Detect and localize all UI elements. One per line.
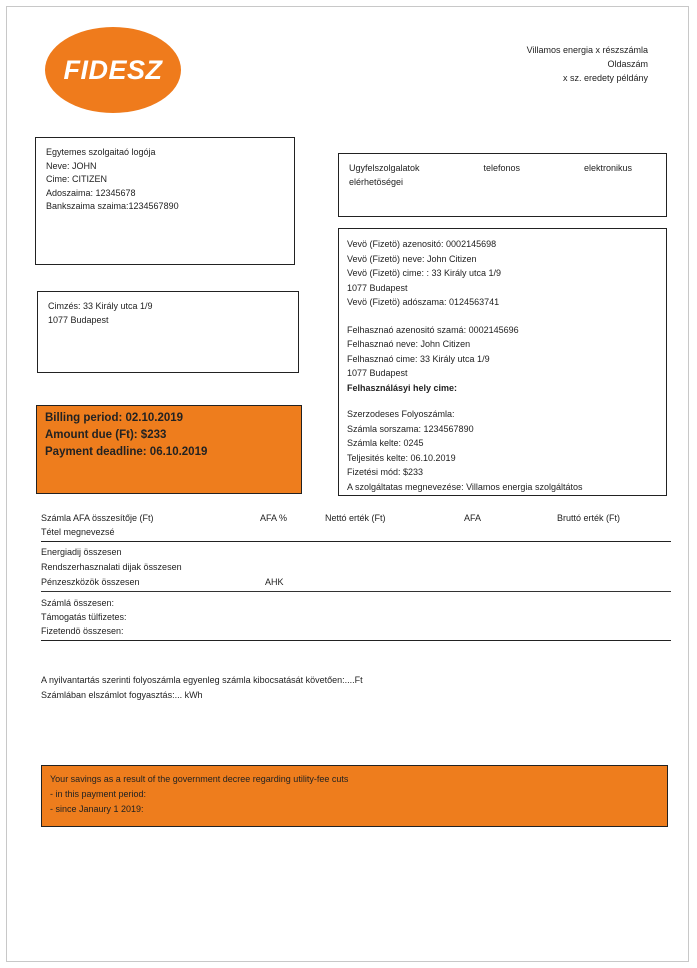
user-place-label: Felhasználásyi hely cime: [347, 382, 458, 393]
contact-word: elektronikus [583, 163, 632, 173]
supplier-line: Cime: CITIZEN [46, 174, 108, 184]
col-header: Bruttó erték (Ft) [557, 513, 621, 523]
contact-line: elérhetöségei [349, 176, 404, 187]
charge-row: Rendszerhasznalati dijak összesen [41, 562, 182, 572]
invoice-page [6, 6, 689, 962]
buyer-box [338, 228, 667, 496]
charge-row: Energiadij összesen [41, 547, 122, 557]
savings-box [41, 765, 668, 827]
supplier-line: Adoszaima: 12345678 [46, 187, 136, 198]
contract-line: Fizetési mód: $233 [347, 467, 424, 477]
user-line: Felhasznaó azenositó szamá: 0002145696 [347, 324, 519, 335]
buyer-line: Vevö (Fizetö) adószama: 0124563741 [347, 297, 500, 307]
note-line: Számlában elszámlot fogyasztás:... kWh [41, 690, 203, 700]
supplier-line: Neve: JOHN [46, 160, 97, 171]
ahk-label: AHK [265, 577, 284, 587]
supplier-box [35, 137, 295, 265]
address-line: 1077 Budapest [48, 314, 109, 325]
user-line: Felhasznaó cime: 33 Király utca 1/9 [347, 353, 490, 364]
amount-due: Amount due (Ft): $233 [45, 429, 167, 441]
buyer-line: 1077 Budapest [347, 282, 408, 293]
logo-text: FIDESZ [63, 54, 163, 85]
contact-row [349, 162, 656, 176]
contract-line: Szerzodeses Folyoszámla: [347, 409, 455, 419]
savings-line: - in this payment period: [50, 789, 147, 799]
address-box [37, 291, 299, 373]
user-line: 1077 Budapest [347, 368, 408, 378]
col-header: AFA % [260, 513, 288, 523]
supplier-line: Bankszaima szaima:1234567890 [46, 201, 179, 211]
contact-box [338, 153, 667, 217]
table-divider [41, 640, 671, 641]
header-line: Villamos energia x részszámla [526, 45, 648, 55]
buyer-line: Vevö (Fizetö) azenositó: 0002145698 [347, 239, 497, 249]
col-header: Nettó erték (Ft) [325, 513, 386, 523]
note-line: A nyilvantartás szerinti folyoszámla egyenleg számla kibocsatását követően:....Ft [41, 675, 363, 685]
contract-line: Számla kelte: 0245 [347, 438, 424, 448]
total-row: Számlá összesen: [41, 598, 115, 608]
contract-line: A szolgáltatas megnevezése: Villamos energia szolgáltátos [347, 481, 583, 492]
user-line: Felhasznaó neve: John Citizen [347, 339, 471, 349]
savings-line: - since Janaury 1 2019: [50, 804, 144, 814]
invoice-header [527, 43, 648, 85]
item-name-header: Tétel megnevezsé [41, 527, 115, 537]
table-divider [41, 591, 671, 592]
total-row: Fizetendö összesen: [41, 626, 124, 636]
contact-word: Ugyfelszolgalatok [349, 163, 420, 173]
billing-period: Billing period: 02.10.2019 [45, 412, 184, 424]
contract-line: Teljesités kelte: 06.10.2019 [347, 452, 456, 463]
supplier-line: Egytemes szolgaitaó logója [46, 147, 156, 157]
address-line: Cimzés: 33 Király utca 1/9 [48, 301, 153, 311]
fidesz-logo [45, 27, 181, 113]
buyer-line: Vevö (Fizetö) cime: : 33 Király utca 1/9 [347, 268, 502, 278]
payment-deadline: Payment deadline: 06.10.2019 [45, 446, 208, 458]
contact-word: telefonos [483, 163, 521, 173]
savings-line: Your savings as a result of the government decree regarding utility-fee cuts [50, 774, 349, 784]
charge-row: Pénzeszközök összesen [41, 577, 140, 587]
header-line: x sz. eredety példány [562, 73, 648, 83]
contract-line: Számla sorszama: 1234567890 [347, 423, 474, 434]
col-header: AFA [464, 513, 482, 523]
table-divider [41, 541, 671, 542]
buyer-line: Vevö (Fizetö) neve: John Citizen [347, 253, 477, 264]
col-header: Számla AFA összesítője (Ft) [41, 513, 154, 523]
total-row: Támogatás tülfizetes: [41, 612, 127, 622]
header-line: Oldaszám [607, 59, 648, 69]
billing-summary-box [36, 405, 302, 494]
